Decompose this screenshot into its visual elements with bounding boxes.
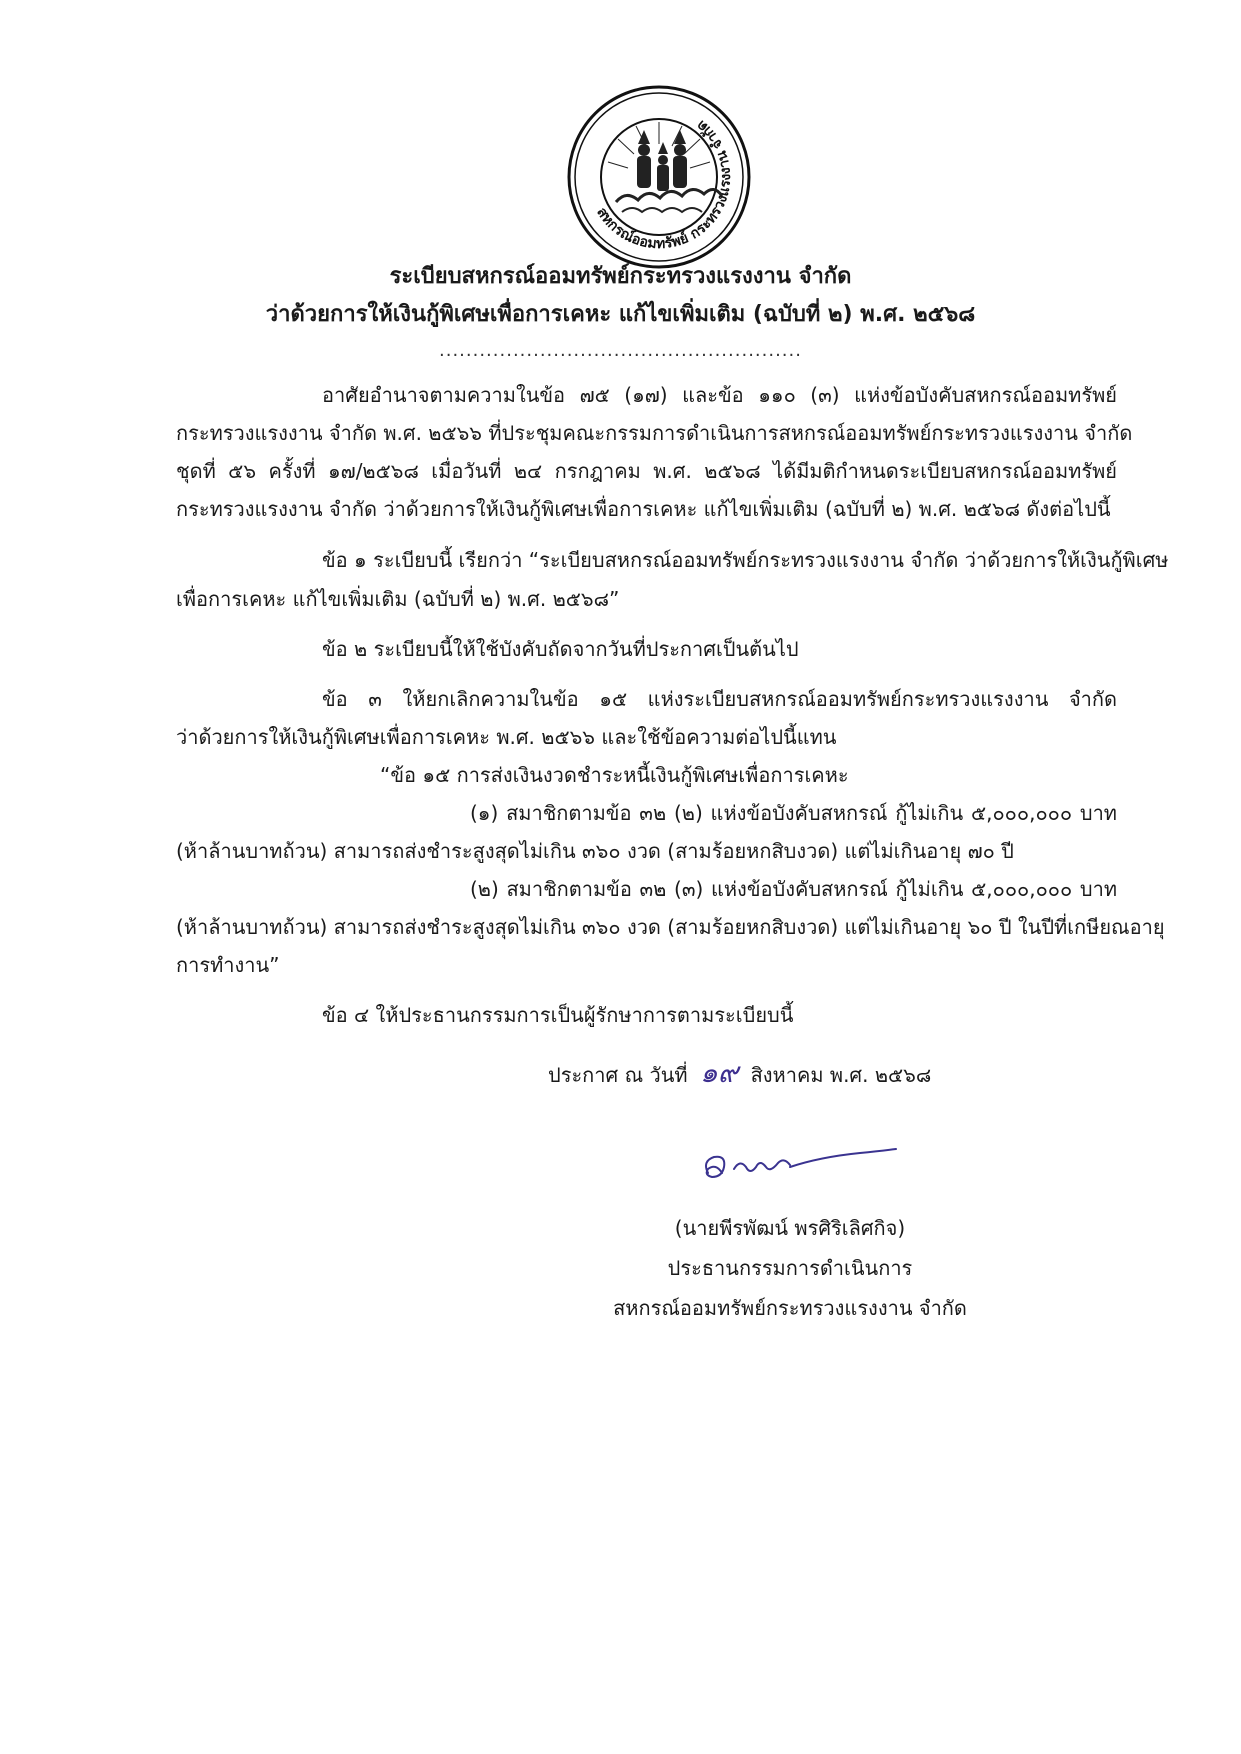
cooperative-seal-logo [566, 84, 752, 270]
announcement-prefix: ประกาศ ณ วันที่ [548, 1063, 688, 1087]
clause-1-line-1: ข้อ ๑ ระเบียบนี้ เรียกว่า “ระเบียบสหกรณ์ออมทรัพย์กระทรวงแรงงาน จำกัด ว่าด้วยการให้เงินกู้พิเศษ [322, 548, 1169, 572]
clause-1-line-2: เพื่อการเคหะ แก้ไขเพิ่มเติม (ฉบับที่ ๒) พ.ศ. ๒๕๖๘” [176, 587, 620, 611]
announcement-month-year: สิงหาคม พ.ศ. ๒๕๖๘ [750, 1063, 932, 1087]
preamble-line-2: กระทรวงแรงงาน จำกัด พ.ศ. ๒๕๖๖ ที่ประชุมคณะกรรมการดำเนินการสหกรณ์ออมทรัพย์กระทรวงแรงงาน จำกัด [176, 421, 1133, 445]
preamble-line-1: อาศัยอำนาจตามความในข้อ ๗๕ (๑๗) และข้อ ๑๑๐ (๓) แห่งข้อบังคับสหกรณ์ออมทรัพย์ [322, 383, 1117, 407]
clause-15-item-2-line-1: (๒) สมาชิกตามข้อ ๓๒ (๓) แห่งข้อบังคับสหกรณ์ กู้ไม่เกิน ๕,๐๐๐,๐๐๐ บาท [470, 877, 1117, 901]
clause-15-item-2-line-3: การทำงาน” [176, 953, 280, 977]
clause-3-line-1: ข้อ ๓ ให้ยกเลิกความในข้อ ๑๕ แห่งระเบียบสหกรณ์ออมทรัพย์กระทรวงแรงงาน จำกัด [322, 687, 1117, 711]
svg-text:สหกรณ์ออมทรัพย์ กระทรวงแรงงาน: สหกรณ์ออมทรัพย์ กระทรวงแรงงาน จำกัด [593, 116, 735, 253]
signatory-position: ประธานกรรมการดำเนินการ [667, 1256, 913, 1280]
clause-4: ข้อ ๔ ให้ประธานกรรมการเป็นผู้รักษาการตามระเบียบนี้ [322, 1003, 794, 1027]
document-title-line-2: ว่าด้วยการให้เงินกู้พิเศษเพื่อการเคหะ แก้ไขเพิ่มเติม (ฉบับที่ ๒) พ.ศ. ๒๕๖๘ [265, 302, 976, 327]
preamble-line-3: ชุดที่ ๕๖ ครั้งที่ ๑๗/๒๕๖๘ เมื่อวันที่ ๒๔ กรกฎาคม พ.ศ. ๒๕๖๘ ได้มีมติกำหนดระเบียบสหกรณ์ออมทรัพย์ [176, 459, 1117, 483]
title-dotted-divider: ...................................................... [439, 340, 802, 361]
clause-3-line-2: ว่าด้วยการให้เงินกู้พิเศษเพื่อการเคหะ พ.ศ. ๒๕๖๖ และใช้ข้อความต่อไปนี้แทน [176, 725, 837, 749]
handwritten-signature [690, 1135, 910, 1195]
handwritten-day: ๑๙ [699, 1056, 739, 1089]
clause-2: ข้อ ๒ ระเบียบนี้ให้ใช้บังคับถัดจากวันที่ประกาศเป็นต้นไป [322, 637, 799, 661]
clause-15-item-2-line-2: (ห้าล้านบาทถ้วน) สามารถส่งชำระสูงสุดไม่เกิน ๓๖๐ งวด (สามร้อยหกสิบงวด) แต่ไม่เกินอายุ ๖๐ ปี ในปีที่เกษียณอายุ [176, 915, 1165, 939]
clause-15-heading: “ข้อ ๑๕ การส่งเงินงวดชำระหนี้เงินกู้พิเศษเพื่อการเคหะ [380, 763, 849, 787]
signatory-name: (นายพีรพัฒน์ พรศิริเลิศกิจ) [674, 1216, 906, 1240]
announcement-date [548, 1058, 931, 1090]
clause-15-item-1-line-2: (ห้าล้านบาทถ้วน) สามารถส่งชำระสูงสุดไม่เกิน ๓๖๐ งวด (สามร้อยหกสิบงวด) แต่ไม่เกินอายุ ๗๐ ปี [176, 839, 1014, 863]
clause-15-item-1-line-1: (๑) สมาชิกตามข้อ ๓๒ (๒) แห่งข้อบังคับสหกรณ์ กู้ไม่เกิน ๕,๐๐๐,๐๐๐ บาท [470, 801, 1117, 825]
preamble-line-4: กระทรวงแรงงาน จำกัด ว่าด้วยการให้เงินกู้พิเศษเพื่อการเคหะ แก้ไขเพิ่มเติม (ฉบับที่ ๒) พ.ศ. ๒๕๖๘ ดังต่อไปนี้ [176, 497, 1111, 521]
document-title-line-1: ระเบียบสหกรณ์ออมทรัพย์กระทรวงแรงงาน จำกัด [389, 264, 852, 289]
signatory-organization: สหกรณ์ออมทรัพย์กระทรวงแรงงาน จำกัด [613, 1296, 967, 1320]
